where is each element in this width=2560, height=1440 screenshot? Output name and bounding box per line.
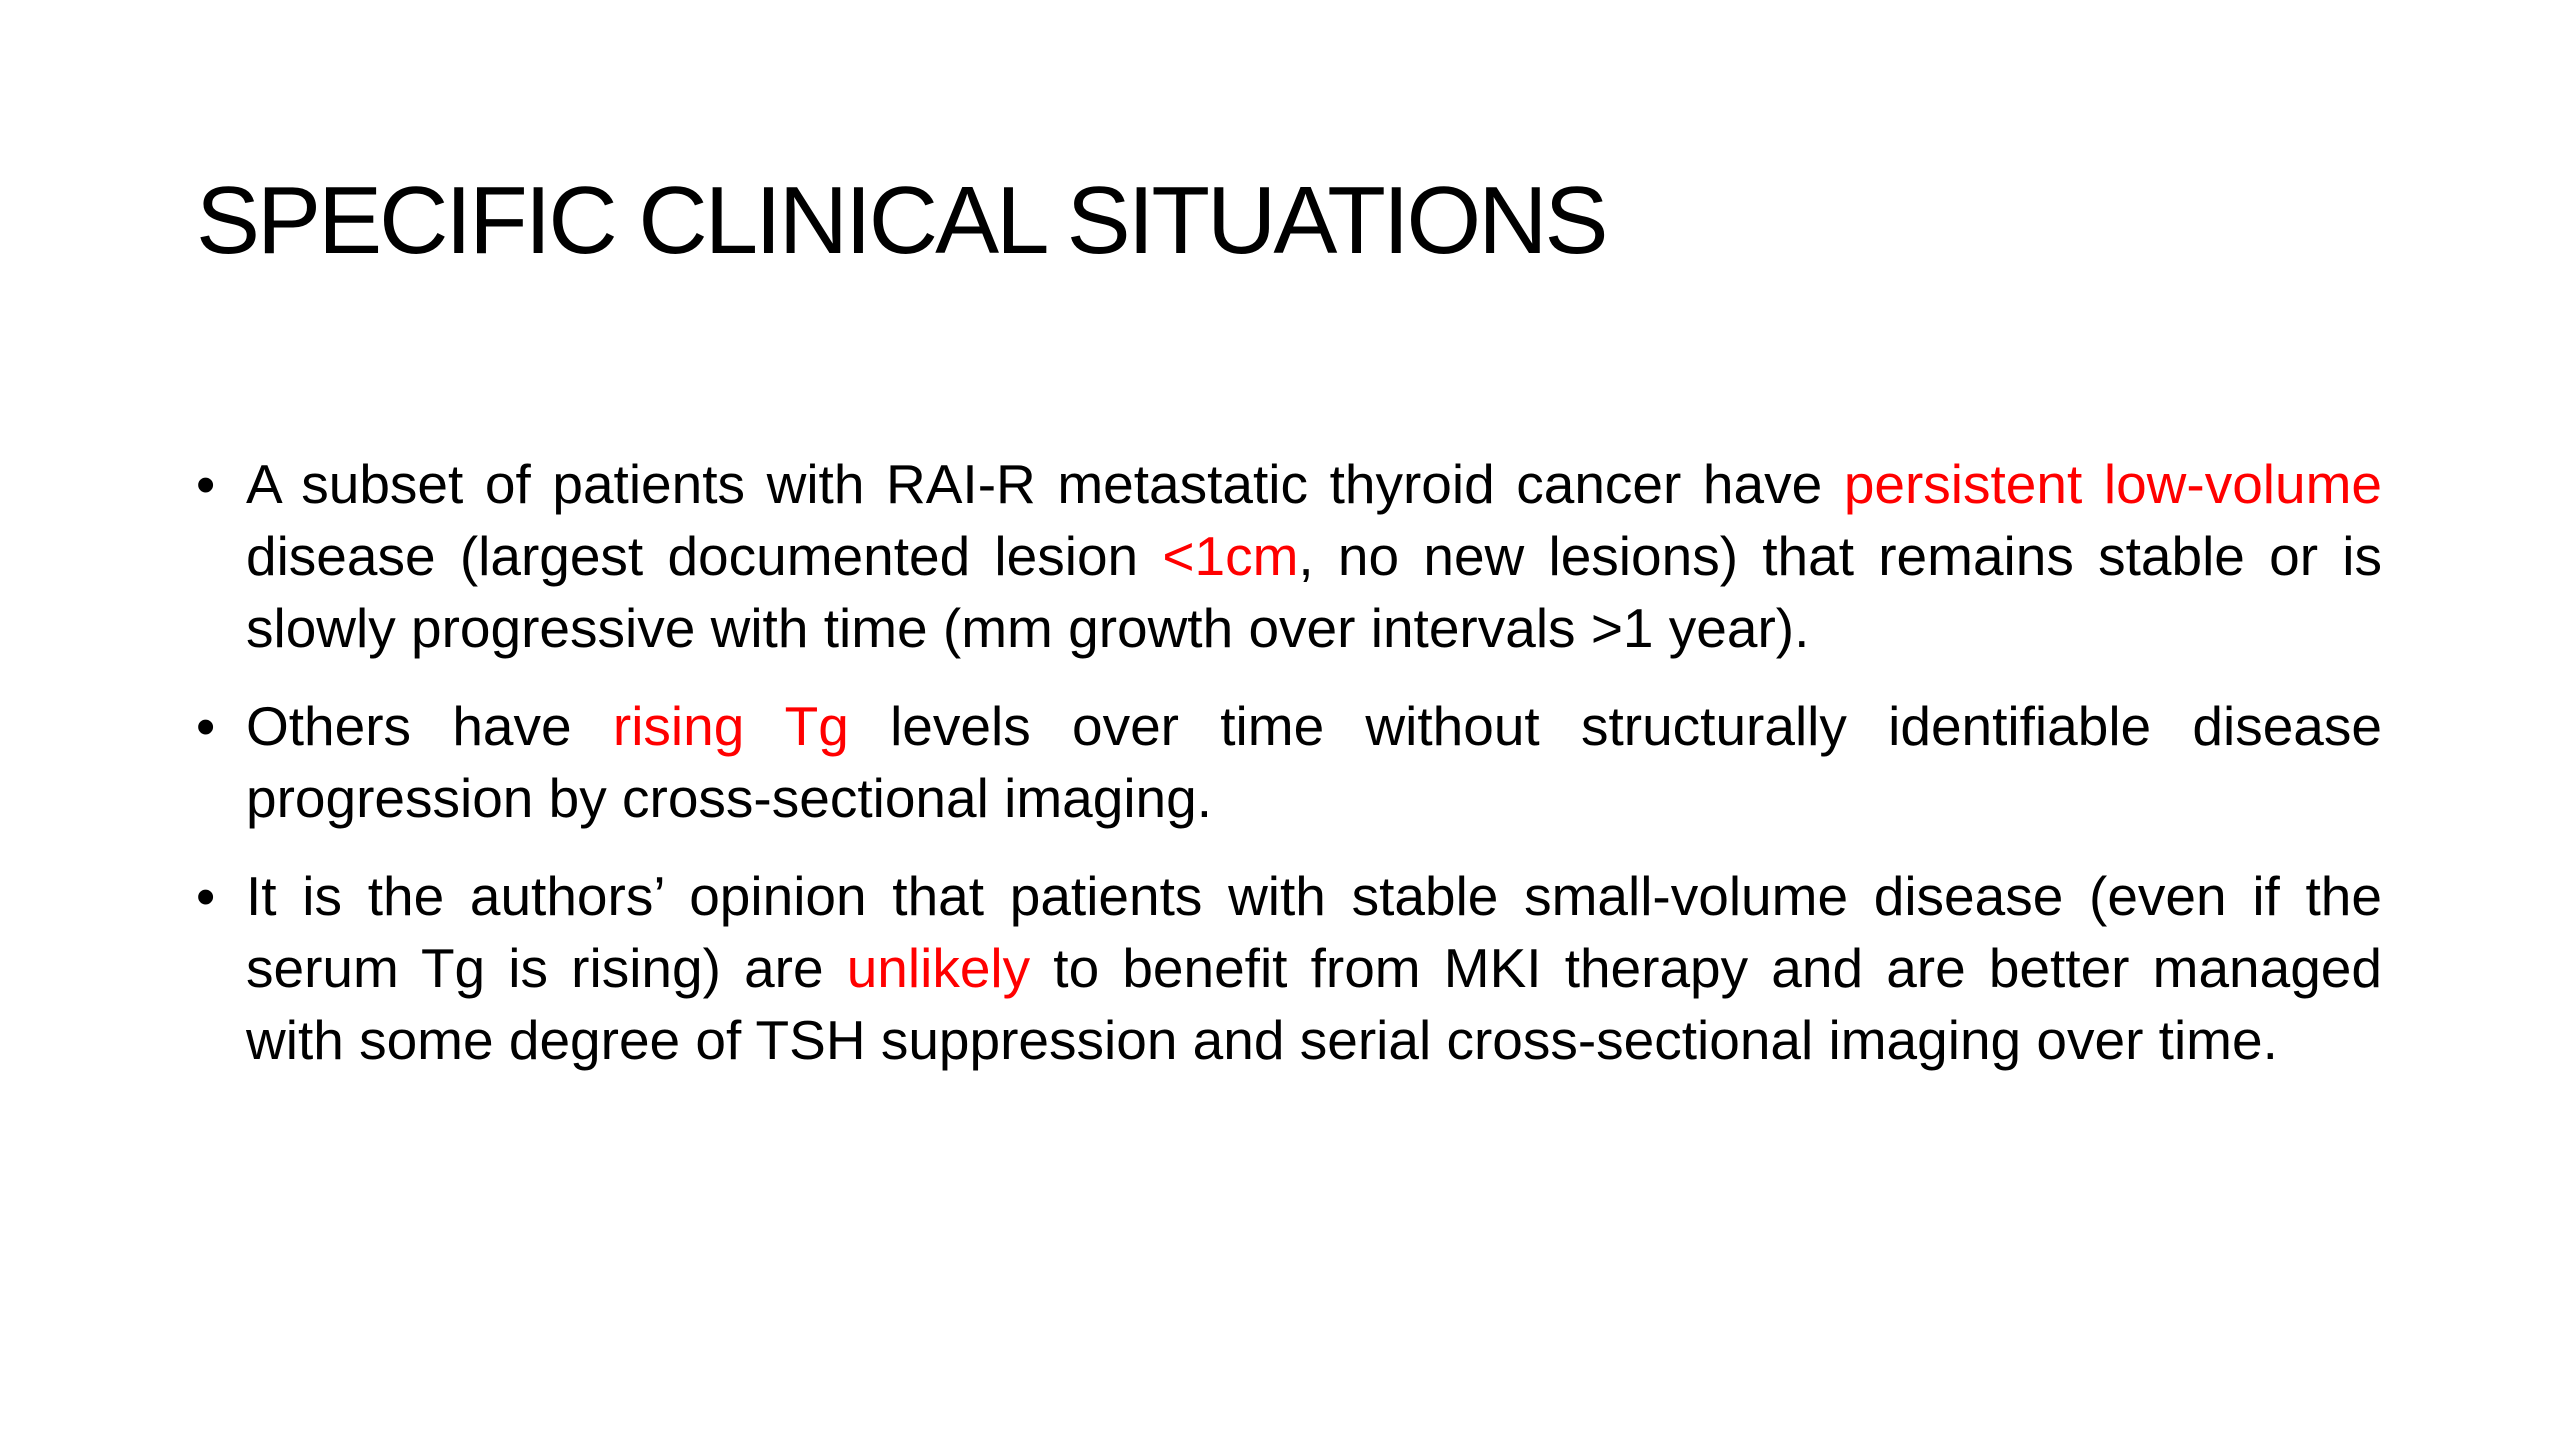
bullet-text: disease (largest documented lesion [246,525,1163,587]
bullet-text: Others have [246,695,613,757]
highlighted-text: unlikely [846,937,1031,999]
bullet-text: It is the authors’ opinion that patients with stable small-volume disease (even if the serum Tg is rising) are [246,865,2382,999]
slide-content [196,448,2382,1102]
bullet-marker: • [196,453,216,515]
bullet-text: to benefit from MKI therapy and are better managed with some degree of TSH suppression and serial cross-sectional imaging over time. [246,937,2382,1071]
bullet-item [196,860,2382,1076]
bullet-text: levels over time without structurally identifiable disease progression by cross-sectional imaging. [246,695,2382,829]
highlighted-text: <1cm [1162,525,1299,587]
bullet-marker: • [196,695,216,757]
bullet-text: A subset of patients with RAI-R metastatic thyroid cancer have [246,453,1844,515]
slide-title: SPECIFIC CLINICAL SITUATIONS [196,167,1606,274]
bullet-item [196,448,2382,664]
highlighted-text: rising Tg [612,695,849,757]
bullet-text: , no new lesions) that remains stable or is slowly progressive with time (mm growth over intervals >1 year). [246,525,2382,659]
bullet-item [196,690,2382,834]
bullet-list [196,448,2382,1076]
highlighted-text: persistent low-volume [1843,453,2383,515]
bullet-marker: • [196,865,216,927]
